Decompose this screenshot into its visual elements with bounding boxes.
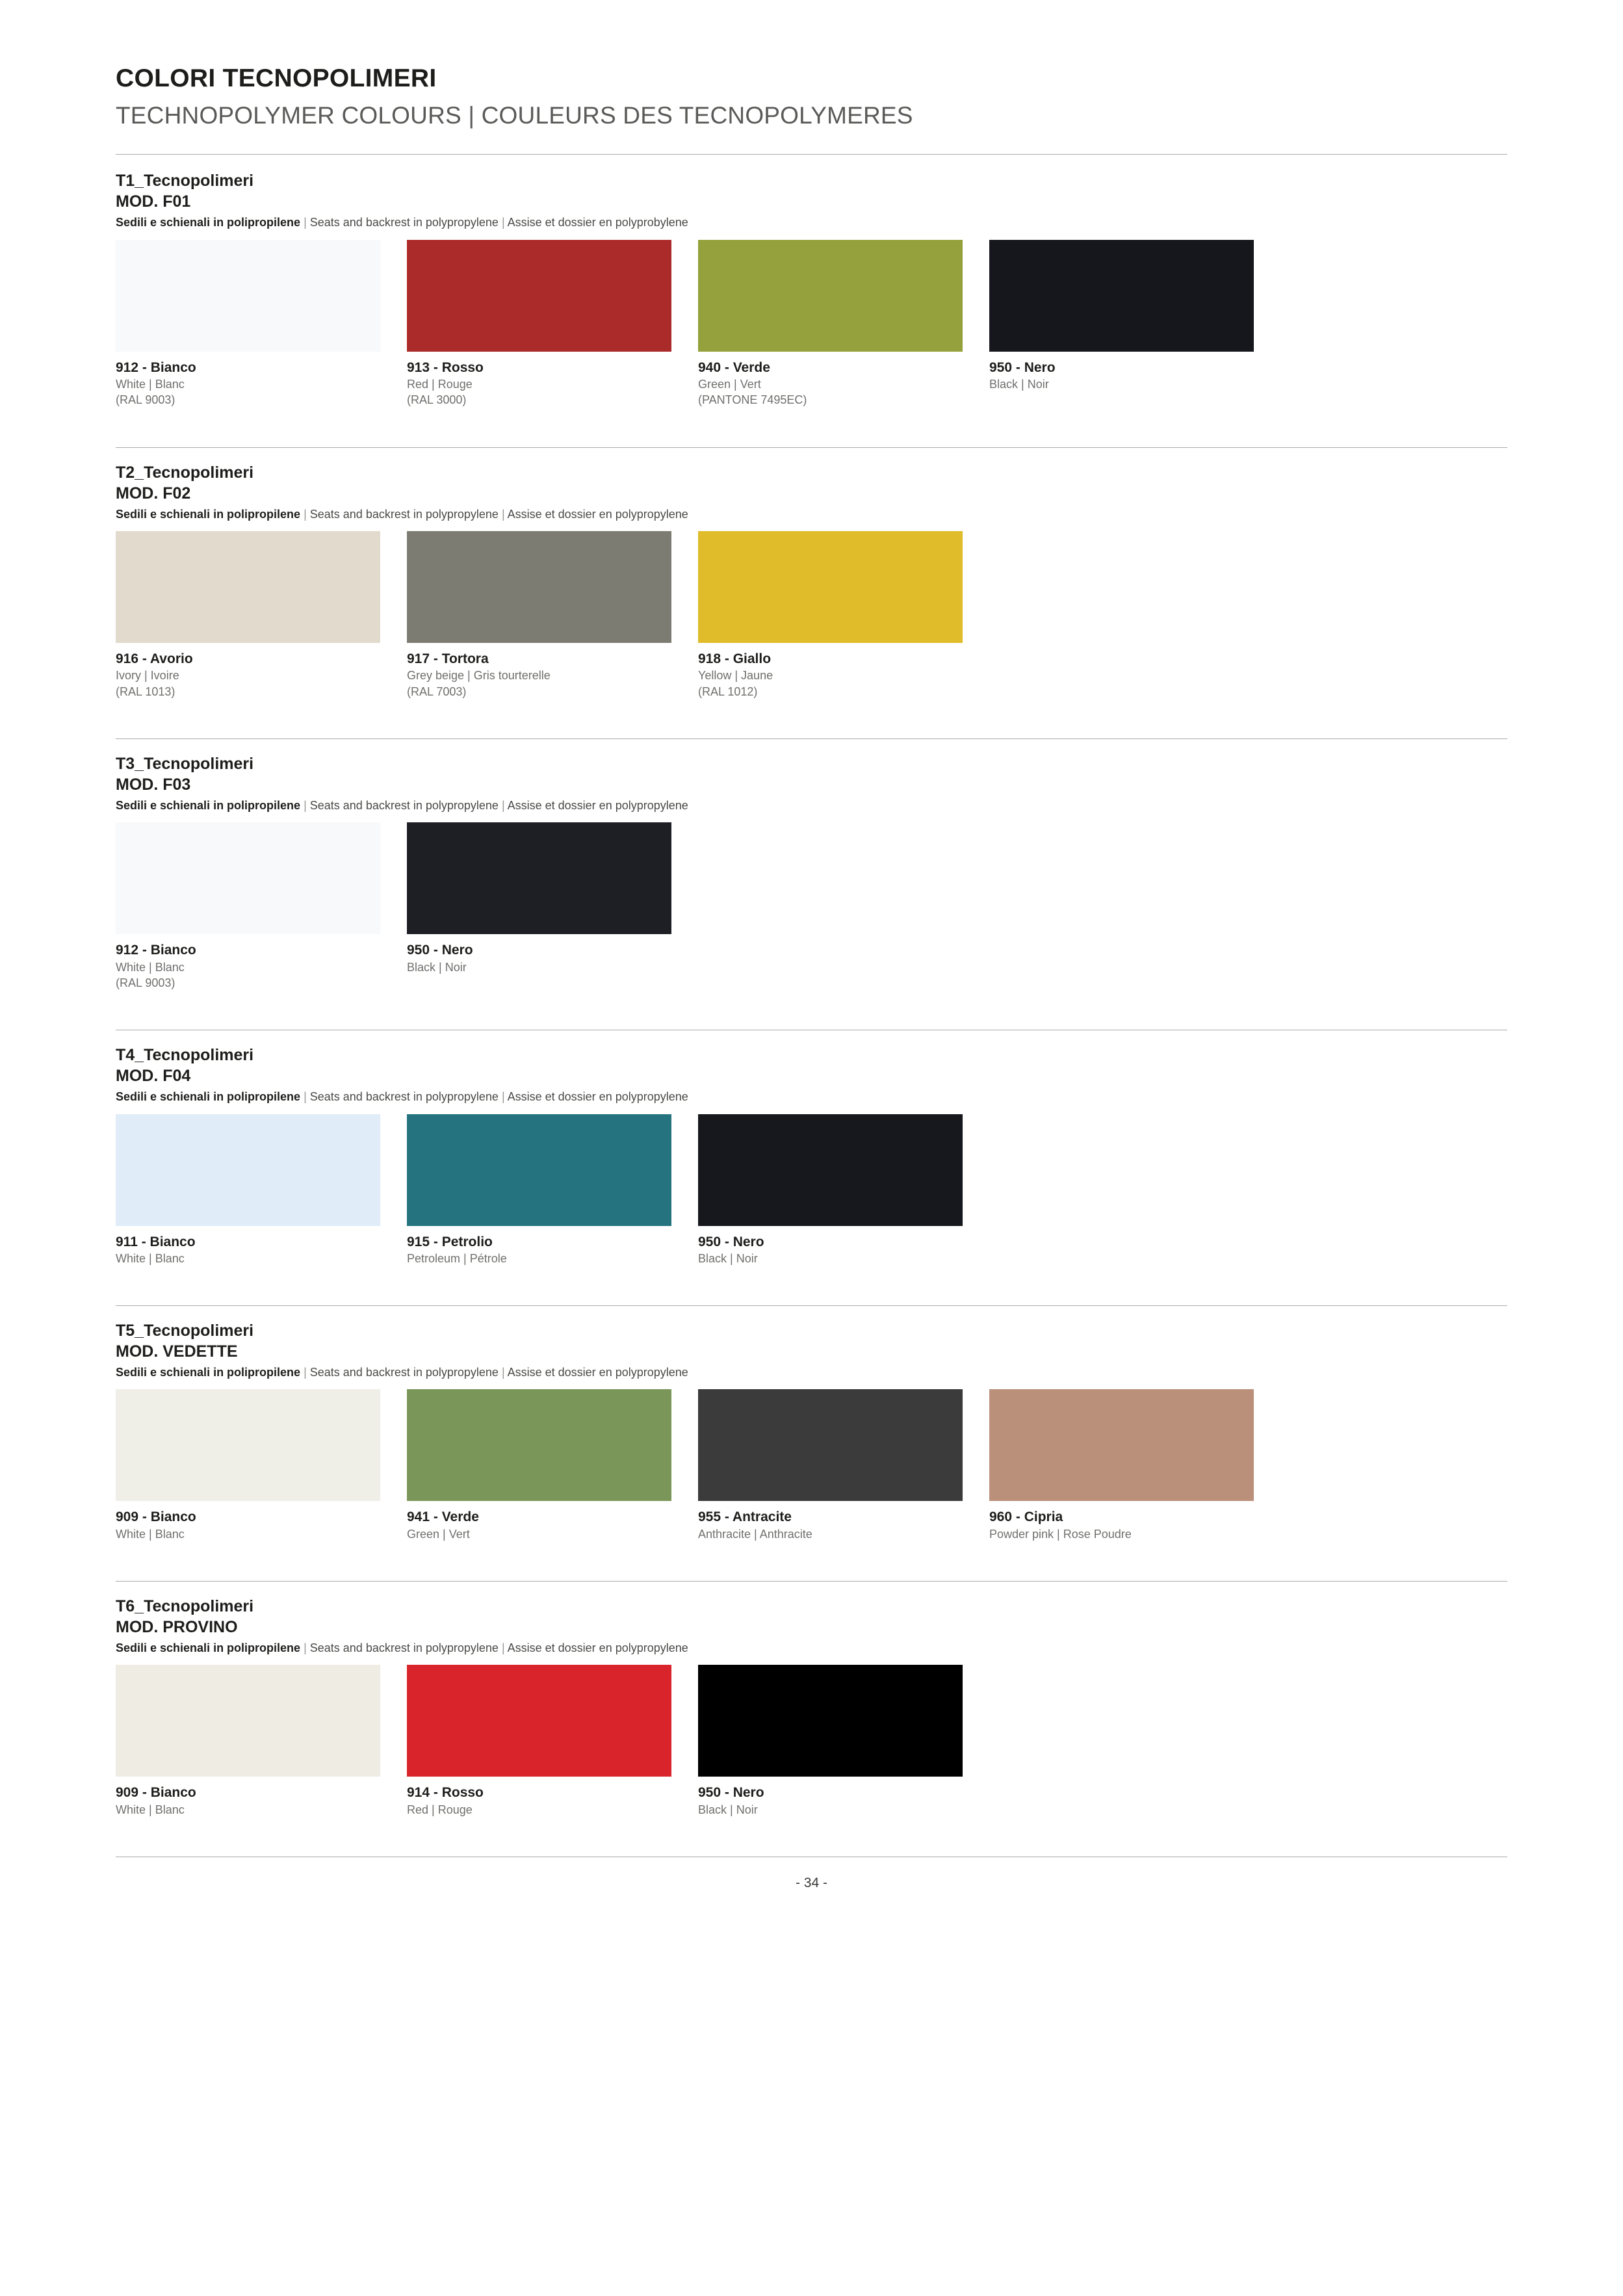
swatch-item	[407, 240, 693, 408]
colour-chip	[116, 1665, 380, 1777]
swatch-item	[989, 1389, 1275, 1542]
description-en: Seats and backrest in polypropylene	[309, 1641, 499, 1655]
description-fr: Assise et dossier en polypropylene	[507, 507, 688, 521]
colour-chip	[116, 531, 380, 643]
colour-code-name: 950 - Nero	[698, 1785, 764, 1801]
description-it: Sedili e schienali in polipropilene	[116, 798, 301, 812]
colour-translation: Powder pink | Rose Poudre	[989, 1527, 1132, 1541]
colour-code-name: 940 - Verde	[698, 359, 770, 375]
colour-group	[116, 155, 1507, 447]
description-it: Sedili e schienali in polipropilene	[116, 507, 301, 521]
swatch-item	[407, 1665, 693, 1818]
colour-code-name: 941 - Verde	[407, 1509, 479, 1525]
description-separator: |	[498, 216, 508, 229]
colour-group-model: MOD. F01	[116, 192, 191, 211]
colour-translation: Black | Noir	[698, 1251, 758, 1265]
description-en: Seats and backrest in polypropylene	[309, 216, 499, 229]
swatch-row	[116, 1389, 1507, 1542]
colour-translation: White | Blanc	[116, 1527, 185, 1541]
description-separator: |	[300, 798, 310, 812]
colour-group-code: T2_Tecnopolimeri	[116, 463, 254, 482]
group-spacer	[116, 991, 1507, 1013]
page-header	[116, 0, 1507, 129]
colour-group-code: T3_Tecnopolimeri	[116, 754, 254, 773]
colour-code-name: 915 - Petrolio	[407, 1234, 493, 1249]
page-number: - 34 -	[795, 1875, 827, 1890]
description-it: Sedili e schienali in polipropilene	[116, 1641, 301, 1655]
colour-chip	[116, 1114, 380, 1226]
description-separator: |	[300, 1366, 310, 1379]
description-separator: |	[498, 798, 508, 812]
group-spacer	[116, 1818, 1507, 1840]
colour-translation: Ivory | Ivoire	[116, 669, 179, 683]
colour-group-header	[116, 1030, 1507, 1104]
swatch-row	[116, 1665, 1507, 1818]
colour-group	[116, 1306, 1507, 1582]
description-separator: |	[300, 1090, 310, 1104]
description-en: Seats and backrest in polypropylene	[309, 798, 499, 812]
colour-groups	[116, 155, 1507, 1840]
colour-group-description	[116, 1089, 1507, 1104]
swatch-item	[698, 240, 984, 408]
description-separator: |	[498, 1641, 508, 1655]
description-en: Seats and backrest in polypropylene	[309, 1090, 499, 1104]
colour-chip	[407, 240, 671, 352]
colour-code-name: 950 - Nero	[698, 1234, 764, 1249]
colour-code-name: 909 - Bianco	[116, 1509, 196, 1525]
colour-chip	[116, 822, 380, 934]
colour-chip	[698, 1114, 963, 1226]
description-fr: Assise et dossier en polypropylene	[507, 1090, 688, 1104]
colour-group-description	[116, 1641, 1507, 1656]
colour-group	[116, 739, 1507, 1030]
swatch-item	[116, 1114, 402, 1267]
colour-code-name: 955 - Antracite	[698, 1509, 792, 1525]
colour-chip	[698, 1389, 963, 1501]
swatch-item	[407, 1389, 693, 1542]
colour-group-code: T1_Tecnopolimeri	[116, 172, 254, 190]
description-separator: |	[300, 1641, 310, 1655]
colour-group-model: MOD. PROVINO	[116, 1618, 238, 1637]
description-it: Sedili e schienali in polipropilene	[116, 1366, 301, 1379]
colour-translation: Green | Vert	[698, 378, 761, 391]
colour-code-name: 950 - Nero	[407, 943, 473, 958]
description-separator: |	[498, 1366, 508, 1379]
group-spacer	[116, 1542, 1507, 1564]
colour-code-name: 912 - Bianco	[116, 359, 196, 375]
colour-translation: Green | Vert	[407, 1527, 470, 1541]
colour-group-header	[116, 1306, 1507, 1380]
colour-chip	[989, 1389, 1254, 1501]
colour-translation: Anthracite | Anthracite	[698, 1527, 812, 1541]
group-spacer	[116, 408, 1507, 430]
colour-group-description	[116, 215, 1507, 230]
colour-translation: Petroleum | Pétrole	[407, 1251, 507, 1265]
page-title: COLORI TECNOPOLIMERI	[116, 64, 437, 92]
colour-reference: (RAL 1013)	[116, 685, 175, 698]
colour-code-name: 912 - Bianco	[116, 943, 196, 958]
colour-group-description	[116, 1365, 1507, 1380]
description-fr: Assise et dossier en polypropylene	[507, 1641, 688, 1655]
colour-code-name: 950 - Nero	[989, 359, 1056, 375]
group-spacer	[116, 1266, 1507, 1288]
colour-group-model: MOD. F02	[116, 484, 191, 502]
colour-reference: (RAL 9003)	[116, 976, 175, 989]
colour-chip	[698, 240, 963, 352]
colour-translation: Red | Rouge	[407, 378, 473, 391]
swatch-item	[989, 240, 1275, 408]
swatch-row	[116, 822, 1507, 991]
colour-code-name: 909 - Bianco	[116, 1785, 196, 1801]
colour-chip	[407, 531, 671, 643]
description-fr: Assise et dossier en polypropylene	[507, 798, 688, 812]
description-separator: |	[300, 507, 310, 521]
colour-group-description	[116, 507, 1507, 522]
colour-code-name: 918 - Giallo	[698, 651, 772, 667]
description-it: Sedili e schienali in polipropilene	[116, 1090, 301, 1104]
colour-group-code: T6_Tecnopolimeri	[116, 1597, 254, 1616]
colour-chip	[407, 1665, 671, 1777]
description-separator: |	[498, 507, 508, 521]
description-en: Seats and backrest in polypropylene	[309, 507, 499, 521]
colour-code-name: 913 - Rosso	[407, 359, 484, 375]
colour-group-header	[116, 739, 1507, 813]
description-separator: |	[300, 216, 310, 229]
colour-translation: Grey beige | Gris tourterelle	[407, 669, 551, 683]
colour-translation: Black | Noir	[989, 378, 1049, 391]
description-separator: |	[498, 1090, 508, 1104]
colour-group-code: T4_Tecnopolimeri	[116, 1046, 254, 1065]
colour-reference: (RAL 7003)	[407, 685, 467, 698]
swatch-row	[116, 531, 1507, 699]
swatch-item	[698, 1389, 984, 1542]
colour-group-header	[116, 1582, 1507, 1656]
colour-reference: (RAL 1012)	[698, 685, 758, 698]
colour-chip	[407, 822, 671, 934]
page-subtitle: TECHNOPOLYMER COLOURS | COULEURS DES TECNOPOLYMERES	[116, 101, 913, 129]
description-en: Seats and backrest in polypropylene	[309, 1366, 499, 1379]
colour-chip	[698, 531, 963, 643]
colour-code-name: 914 - Rosso	[407, 1785, 484, 1801]
colour-translation: Red | Rouge	[407, 1803, 473, 1816]
swatch-item	[116, 240, 402, 408]
colour-translation: White | Blanc	[116, 378, 185, 391]
colour-group	[116, 448, 1507, 739]
swatch-row	[116, 240, 1507, 408]
colour-chip	[407, 1389, 671, 1501]
colour-reference: (RAL 9003)	[116, 393, 175, 407]
description-it: Sedili e schienali in polipropilene	[116, 216, 301, 229]
colour-code-name: 911 - Bianco	[116, 1234, 196, 1249]
colour-group-header	[116, 448, 1507, 522]
swatch-item	[116, 531, 402, 699]
colour-group-model: MOD. F03	[116, 775, 191, 794]
colour-group-header	[116, 155, 1507, 230]
colour-translation: Yellow | Jaune	[698, 669, 773, 683]
colour-group-description	[116, 798, 1507, 813]
colour-code-name: 960 - Cipria	[989, 1509, 1063, 1525]
swatch-item	[407, 1114, 693, 1267]
colour-chip	[989, 240, 1254, 352]
colour-chip	[116, 240, 380, 352]
colour-group-code: T5_Tecnopolimeri	[116, 1322, 254, 1340]
colour-translation: White | Blanc	[116, 1803, 185, 1816]
swatch-item	[407, 531, 693, 699]
colour-chip	[407, 1114, 671, 1226]
colour-group	[116, 1030, 1507, 1306]
swatch-item	[116, 1665, 402, 1818]
group-spacer	[116, 699, 1507, 722]
swatch-row	[116, 1114, 1507, 1267]
colour-group	[116, 1582, 1507, 1840]
colour-translation: Black | Noir	[407, 960, 467, 974]
colour-group-model: MOD. F04	[116, 1067, 191, 1086]
swatch-item	[698, 1665, 984, 1818]
colour-reference: (RAL 3000)	[407, 393, 467, 407]
colour-translation: White | Blanc	[116, 960, 185, 974]
swatch-item	[698, 531, 984, 699]
colour-chip	[698, 1665, 963, 1777]
description-fr: Assise et dossier en polyprobylene	[507, 216, 688, 229]
description-fr: Assise et dossier en polypropylene	[507, 1366, 688, 1379]
colour-code-name: 917 - Tortora	[407, 651, 489, 667]
swatch-item	[116, 822, 402, 991]
colour-translation: White | Blanc	[116, 1251, 185, 1265]
colour-reference: (PANTONE 7495EC)	[698, 393, 807, 407]
colour-group-model: MOD. VEDETTE	[116, 1342, 238, 1361]
swatch-item	[698, 1114, 984, 1267]
swatch-item	[116, 1389, 402, 1542]
colour-chip	[116, 1389, 380, 1501]
swatch-item	[407, 822, 693, 991]
colour-translation: Black | Noir	[698, 1803, 758, 1816]
colour-code-name: 916 - Avorio	[116, 651, 193, 667]
